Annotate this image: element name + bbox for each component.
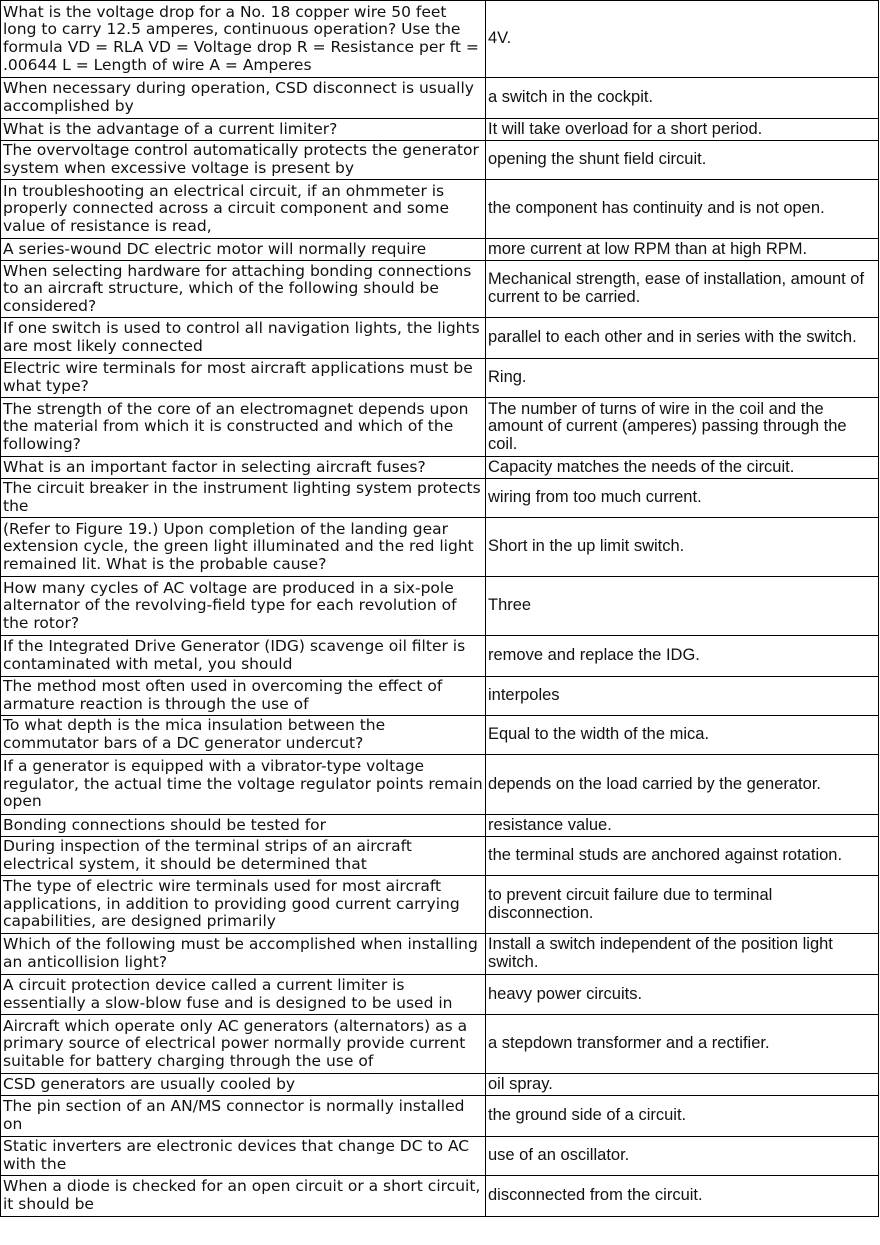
table-row xyxy=(1,1074,879,1096)
question-cell: How many cycles of AC voltage are produced in a six-pole alternator of the revolving-field type for each revolution of the rotor? xyxy=(1,577,486,636)
answer-cell: opening the shunt field circuit. xyxy=(486,141,879,180)
answer-cell: more current at low RPM than at high RPM. xyxy=(486,239,879,261)
answer-cell: Mechanical strength, ease of installation, amount of current to be carried. xyxy=(486,261,879,318)
question-cell: (Refer to Figure 19.) Upon completion of the landing gear extension cycle, the green light illuminated and the red light remained lit. What is the probable cause? xyxy=(1,518,486,577)
question-cell: When necessary during operation, CSD disconnect is usually accomplished by xyxy=(1,78,486,119)
question-cell: Bonding connections should be tested for xyxy=(1,815,486,837)
table-row xyxy=(1,78,879,119)
table-row xyxy=(1,876,879,934)
answer-cell: to prevent circuit failure due to terminal disconnection. xyxy=(486,876,879,934)
answer-cell: use of an oscillator. xyxy=(486,1137,879,1176)
question-cell: What is an important factor in selecting aircraft fuses? xyxy=(1,457,486,479)
question-cell: CSD generators are usually cooled by xyxy=(1,1074,486,1096)
question-cell: If a generator is equipped with a vibrator-type voltage regulator, the actual time the voltage regulator points remain open xyxy=(1,755,486,815)
table-row xyxy=(1,239,879,261)
question-cell: If one switch is used to control all navigation lights, the lights are most likely connected xyxy=(1,318,486,359)
table-row xyxy=(1,119,879,141)
table-row xyxy=(1,636,879,677)
table-row xyxy=(1,577,879,636)
table-row xyxy=(1,398,879,457)
question-cell: The overvoltage control automatically protects the generator system when excessive voltage is present by xyxy=(1,141,486,180)
answer-cell: the ground side of a circuit. xyxy=(486,1096,879,1137)
table-row xyxy=(1,457,879,479)
answer-cell: Capacity matches the needs of the circuit. xyxy=(486,457,879,479)
table-row xyxy=(1,1096,879,1137)
question-cell: A circuit protection device called a current limiter is essentially a slow-blow fuse and is designed to be used in xyxy=(1,975,486,1015)
question-cell: Aircraft which operate only AC generators (alternators) as a primary source of electrical power normally provide current suitable for battery charging through the use of xyxy=(1,1015,486,1074)
question-cell: The type of electric wire terminals used for most aircraft applications, in addition to providing good current carrying capabilities, are designed primarily xyxy=(1,876,486,934)
question-cell: The circuit breaker in the instrument lighting system protects the xyxy=(1,479,486,518)
table-row xyxy=(1,755,879,815)
question-cell: Electric wire terminals for most aircraft applications must be what type? xyxy=(1,359,486,398)
question-cell: When a diode is checked for an open circuit or a short circuit, it should be xyxy=(1,1176,486,1217)
table-row xyxy=(1,318,879,359)
table-row xyxy=(1,1,879,78)
answer-cell: Install a switch independent of the position light switch. xyxy=(486,934,879,975)
answer-cell: Ring. xyxy=(486,359,879,398)
answer-cell: wiring from too much current. xyxy=(486,479,879,518)
table-row xyxy=(1,1137,879,1176)
answer-cell: disconnected from the circuit. xyxy=(486,1176,879,1217)
answer-cell: parallel to each other and in series with the switch. xyxy=(486,318,879,359)
table-row xyxy=(1,837,879,876)
answer-cell: depends on the load carried by the generator. xyxy=(486,755,879,815)
answer-cell: the terminal studs are anchored against rotation. xyxy=(486,837,879,876)
answer-cell: Short in the up limit switch. xyxy=(486,518,879,577)
table-row xyxy=(1,518,879,577)
table-row xyxy=(1,815,879,837)
question-cell: What is the advantage of a current limiter? xyxy=(1,119,486,141)
answer-cell: It will take overload for a short period. xyxy=(486,119,879,141)
question-cell: To what depth is the mica insulation between the commutator bars of a DC generator undercut? xyxy=(1,716,486,755)
answer-cell: The number of turns of wire in the coil and the amount of current (amperes) passing through the coil. xyxy=(486,398,879,457)
table-row xyxy=(1,934,879,975)
table-row xyxy=(1,479,879,518)
table-row xyxy=(1,141,879,180)
table-row xyxy=(1,677,879,716)
table-row xyxy=(1,975,879,1015)
qa-table-body xyxy=(1,1,879,1217)
question-cell: Static inverters are electronic devices that change DC to AC with the xyxy=(1,1137,486,1176)
question-cell: Which of the following must be accomplished when installing an anticollision light? xyxy=(1,934,486,975)
table-row xyxy=(1,716,879,755)
question-cell: When selecting hardware for attaching bonding connections to an aircraft structure, which of the following should be considered? xyxy=(1,261,486,318)
answer-cell: remove and replace the IDG. xyxy=(486,636,879,677)
table-row xyxy=(1,1015,879,1074)
question-cell: The pin section of an AN/MS connector is normally installed on xyxy=(1,1096,486,1137)
answer-cell: Equal to the width of the mica. xyxy=(486,716,879,755)
table-row xyxy=(1,180,879,239)
question-cell: In troubleshooting an electrical circuit, if an ohmmeter is properly connected across a circuit component and some value of resistance is read, xyxy=(1,180,486,239)
question-cell: During inspection of the terminal strips of an aircraft electrical system, it should be determined that xyxy=(1,837,486,876)
question-cell: The strength of the core of an electromagnet depends upon the material from which it is constructed and which of the following? xyxy=(1,398,486,457)
question-cell: The method most often used in overcoming the effect of armature reaction is through the use of xyxy=(1,677,486,716)
answer-cell: interpoles xyxy=(486,677,879,716)
answer-cell: 4V. xyxy=(486,1,879,78)
question-cell: A series-wound DC electric motor will normally require xyxy=(1,239,486,261)
question-cell: If the Integrated Drive Generator (IDG) scavenge oil filter is contaminated with metal, you should xyxy=(1,636,486,677)
table-row xyxy=(1,261,879,318)
answer-cell: heavy power circuits. xyxy=(486,975,879,1015)
table-row xyxy=(1,359,879,398)
answer-cell: a stepdown transformer and a rectifier. xyxy=(486,1015,879,1074)
answer-cell: resistance value. xyxy=(486,815,879,837)
answer-cell: a switch in the cockpit. xyxy=(486,78,879,119)
answer-cell: Three xyxy=(486,577,879,636)
question-cell: What is the voltage drop for a No. 18 copper wire 50 feet long to carry 12.5 amperes, continuous operation? Use the formula VD = RLA VD = Voltage drop R = Resistance per ft = .00644 L = Length of wire A = Amperes xyxy=(1,1,486,78)
answer-cell: oil spray. xyxy=(486,1074,879,1096)
answer-cell: the component has continuity and is not open. xyxy=(486,180,879,239)
table-row xyxy=(1,1176,879,1217)
